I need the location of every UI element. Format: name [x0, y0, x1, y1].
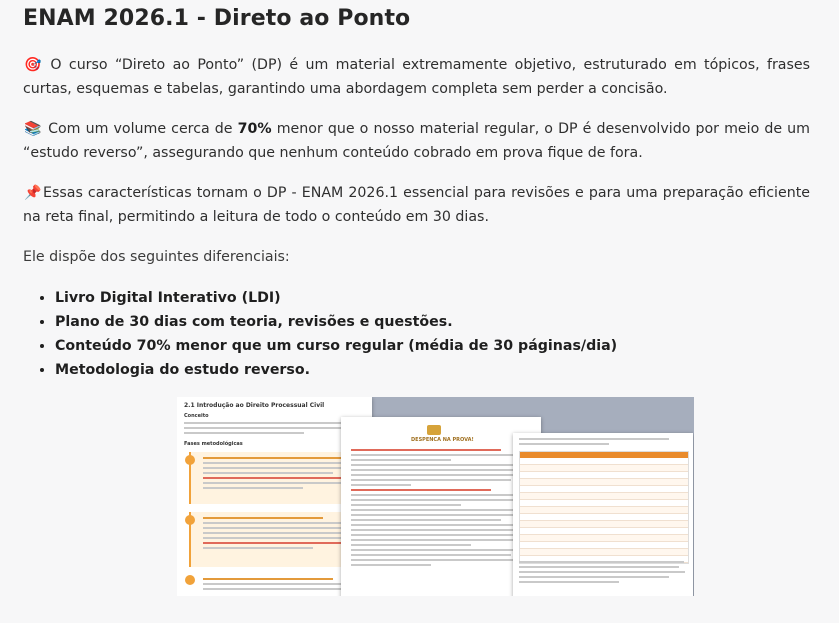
- preview-left-heading: 2.1 Introdução ao Direito Processual Civil: [184, 402, 325, 409]
- page-title: ENAM 2026.1 - Direto ao Ponto: [23, 6, 411, 31]
- intro-paragraph: [23, 53, 810, 101]
- list-item: • Livro Digital Interativo (LDI): [55, 286, 617, 310]
- step-number-icon: [185, 515, 195, 525]
- volume-percent: 70%: [237, 121, 272, 137]
- preview-step-lines: [203, 578, 363, 593]
- differentials-intro: Ele dispõe dos seguintes diferenciais:: [23, 249, 290, 265]
- preview-left-section: Fases metodológicas: [184, 441, 243, 447]
- preview-step-lines: [203, 457, 363, 492]
- material-preview-image: [177, 397, 694, 596]
- pushpin-icon: 📌: [24, 185, 42, 201]
- volume-paragraph: [23, 117, 810, 165]
- target-icon: 🎯: [24, 57, 42, 73]
- differentials-list: [40, 286, 617, 382]
- characteristics-paragraph: [23, 181, 810, 229]
- list-item: • Metodologia do estudo reverso.: [55, 358, 617, 382]
- preview-table: [519, 451, 689, 564]
- list-item: • Conteúdo 70% menor que um curso regular (média de 30 páginas/dia): [55, 334, 617, 358]
- preview-page-right: [513, 433, 693, 596]
- intro-text: O curso “Direto ao Ponto” (DP) é um material extremamente objetivo, estruturado em tópicos, frases curtas, esquemas e tabelas, garantindo uma abordagem completa sem perder a concisão.: [23, 57, 810, 97]
- preview-left-text: [184, 422, 364, 437]
- step-number-icon: [185, 575, 195, 585]
- step-number-icon: [185, 455, 195, 465]
- preview-step-lines: [203, 517, 363, 552]
- books-icon: 📚: [24, 121, 42, 137]
- preview-right-lines: [519, 438, 687, 448]
- preview-mid-logo-text: DESPENCA NA PROVA!: [411, 437, 474, 443]
- list-item: • Plano de 30 dias com teoria, revisões e questões.: [55, 310, 617, 334]
- characteristics-text: Essas características tornam o DP - ENAM 2026.1 essencial para revisões e para uma preparação eficiente na reta final, permitindo a leitura de todo o conteúdo em 30 dias.: [23, 185, 810, 225]
- volume-text-after: menor que o nosso material regular, o DP é desenvolvido por meio de um “estudo reverso”, assegurando que nenhum conteúdo cobrado em prova fique de fora.: [23, 121, 810, 161]
- despenca-logo-icon: [427, 425, 441, 435]
- preview-right-footer-lines: [519, 561, 687, 586]
- preview-left-subheading: Conceito: [184, 413, 209, 419]
- preview-page-middle: [341, 417, 541, 596]
- volume-text-before: Com um volume cerca de: [43, 121, 238, 137]
- preview-mid-lines: [351, 449, 533, 569]
